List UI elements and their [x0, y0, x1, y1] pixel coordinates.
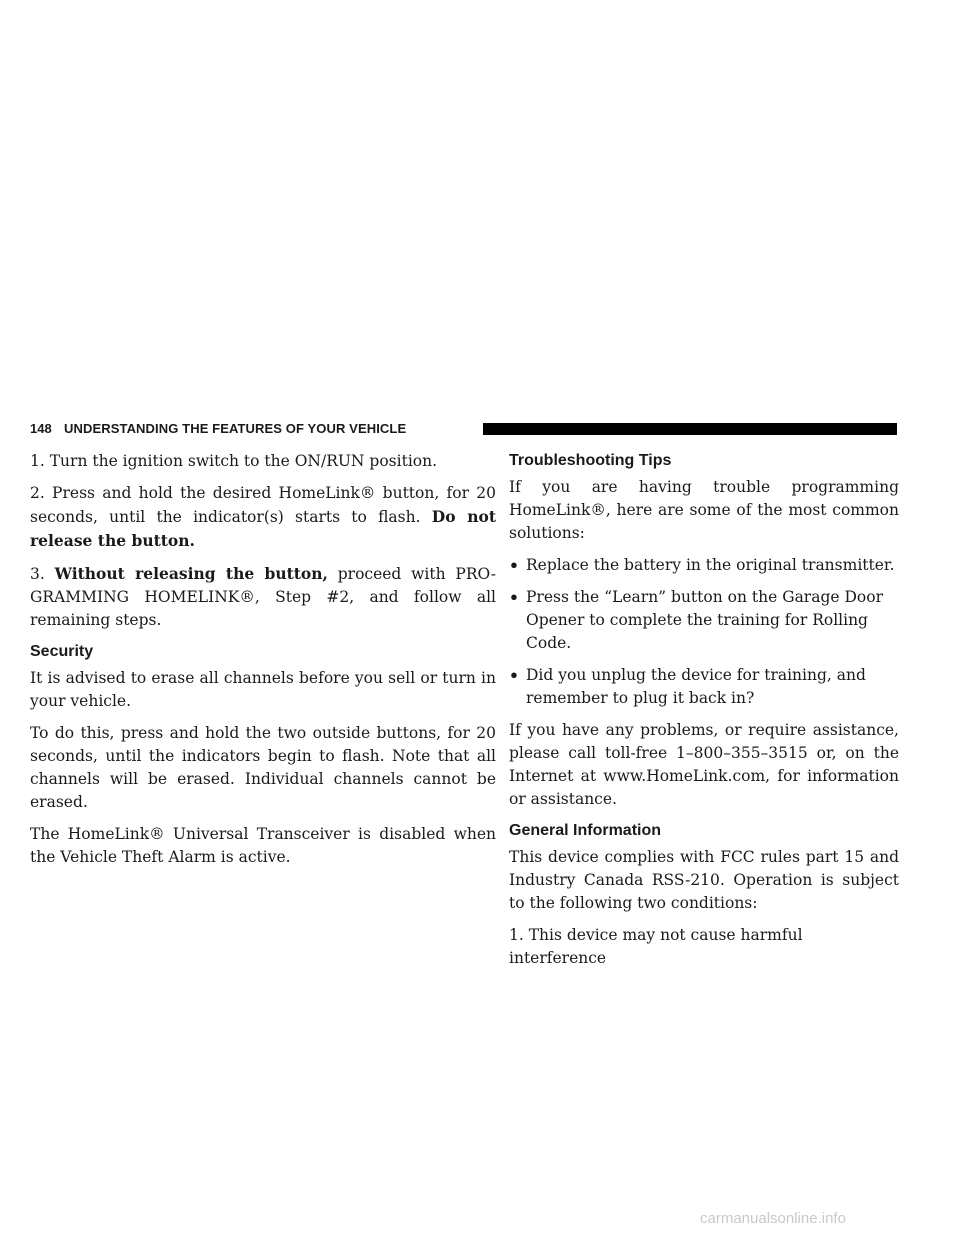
step-3-number: 3. — [30, 565, 45, 583]
left-column — [30, 450, 496, 878]
step-2-warning: Do not release the button. — [30, 507, 497, 550]
list-item: • Press the “Learn” button on the Garage Door Opener to complete the training for Rolling Code. — [509, 588, 883, 652]
security-paragraph-2: To do this, press and hold the two outside buttons, for 20 seconds, until the indicators begin to flash. Note that all channels will be erased. Individual channels cannot be erased. — [30, 724, 496, 811]
right-column — [509, 450, 899, 979]
general-information-heading: General Information — [509, 822, 662, 839]
step-1: 1. Turn the ignition switch to the ON/RUN position. — [30, 452, 438, 470]
page-header — [30, 419, 898, 439]
security-heading: Security — [30, 643, 94, 660]
step-2 — [30, 482, 496, 553]
bullet-icon: • — [509, 588, 519, 607]
bullet-icon: • — [509, 556, 519, 575]
list-item: • Did you unplug the device for training, and remember to plug it back in? — [509, 666, 866, 707]
general-paragraph-2: 1. This device may not cause harmful interference — [509, 926, 803, 967]
section-title: UNDERSTANDING THE FEATURES OF YOUR VEHICLE — [64, 421, 407, 436]
bullet-icon: • — [509, 666, 519, 685]
security-paragraph-1: It is advised to erase all channels before you sell or turn in your vehicle. — [30, 669, 496, 710]
step-2-text: 2. Press and hold the desired HomeLink® button, for 20 seconds, until the indicator(s) starts to flash. — [30, 484, 496, 526]
assistance-paragraph: If you have any problems, or require assistance, please call toll-free 1–800–355–3515 or, on the Internet at www.HomeLink.com, for information or assistance. — [509, 721, 899, 808]
step-3-text: proceed with PRO-GRAMMING HOMELINK®, Step #2, and follow all remaining steps. — [30, 565, 497, 629]
troubleshooting-list — [509, 554, 899, 710]
page-number: 148 — [30, 421, 52, 436]
security-paragraph-3: The HomeLink® Universal Transceiver is disabled when the Vehicle Theft Alarm is active. — [30, 825, 496, 866]
step-3-bold: Without releasing the button, — [54, 564, 328, 583]
watermark: carmanualsonline.info — [700, 1210, 846, 1227]
header-bar — [483, 423, 897, 435]
troubleshooting-heading: Troubleshooting Tips — [509, 452, 672, 469]
step-3 — [30, 562, 496, 632]
troubleshooting-intro: If you are having trouble programming HomeLink®, here are some of the most common solutions: — [509, 478, 899, 542]
list-item: • Replace the battery in the original transmitter. — [509, 556, 895, 575]
general-paragraph-1: This device complies with FCC rules part 15 and Industry Canada RSS-210. Operation is subject to the following two conditions: — [509, 848, 899, 912]
